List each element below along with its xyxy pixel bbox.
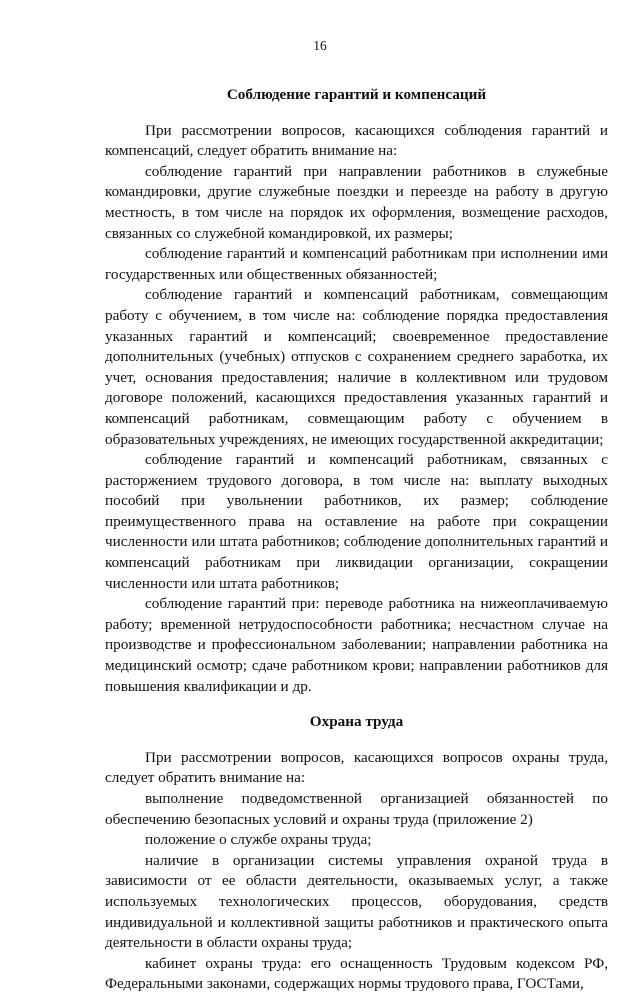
paragraph: При рассмотрении вопросов, касающихся соблюдения гарантий и компенсаций, следует обратить внимание на:: [105, 121, 608, 160]
paragraph: При рассмотрении вопросов, касающихся вопросов охраны труда, следует обратить внимание на:: [105, 748, 608, 787]
section-heading-guarantees: Соблюдение гарантий и компенсаций: [226, 86, 487, 103]
paragraph: кабинет охраны труда: его оснащенность Трудовым кодексом РФ, Федеральными законами, содержащих нормы трудового права, ГОСТами,: [105, 954, 608, 993]
page-content: [105, 85, 608, 995]
page-number: 16: [313, 38, 327, 53]
section-heading-labor-safety: Охрана труда: [309, 713, 404, 731]
paragraph: соблюдение гарантий при направлении работников в служебные командировки, другие служебные поездки и переезде на работу в другую местность, в том числе на порядок их оформления, возмещение расходов, связанных со служебной командировкой, их размеры;: [105, 162, 608, 242]
paragraph: соблюдение гарантий и компенсаций работникам, связанных с расторжением трудового договора, в том числе на: выплату выходных пособий при увольнении работников, их размер; соблюдение преимущественного права на оставление на работе при сокращении численности или штата работников; соблюдение дополнительных гарантий и компенсаций работникам при ликвидации организации, сокращении численности или штата работников;: [105, 451, 608, 592]
paragraph: соблюдение гарантий и компенсаций работникам, совмещающим работу с обучением, в том числе на: соблюдение порядка предоставления указанных гарантий и компенсаций; своевременное предоставление дополнительных (учебных) отпусков с сохранением среднего заработка, их учет, основания предоставления; наличие в коллективном или трудовом договоре положений, касающихся предоставления указанных гарантий и компенсаций работникам, совмещающим работу с обучением в образовательных учреждениях, не имеющих государственной аккредитации;: [105, 286, 608, 448]
paragraph: положение о службе охраны труда;: [145, 831, 372, 849]
paragraph: соблюдение гарантий при: переводе работника на нижеоплачиваемую работу; временной нетрудоспособности работника; несчастном случае на производстве и профессиональном заболевании; направлении работника на медицинский осмотр; сдаче работником крови; направлении работников для повышения квалификации и др.: [105, 595, 608, 695]
paragraph: выполнение подведомственной организацией обязанностей по обеспечению безопасных условий и охраны труда (приложение 2): [105, 790, 608, 828]
paragraph: соблюдение гарантий и компенсаций работникам при исполнении ими государственных или общественных обязанностей;: [105, 245, 608, 283]
paragraph: наличие в организации системы управления охраной труда в зависимости от ее области деятельности, оказываемых услуг, а также используемых технологических процессов, оборудования, средств индивидуальной и коллективной защиты работников и практического опыта деятельности в области охраны труда;: [105, 851, 608, 952]
